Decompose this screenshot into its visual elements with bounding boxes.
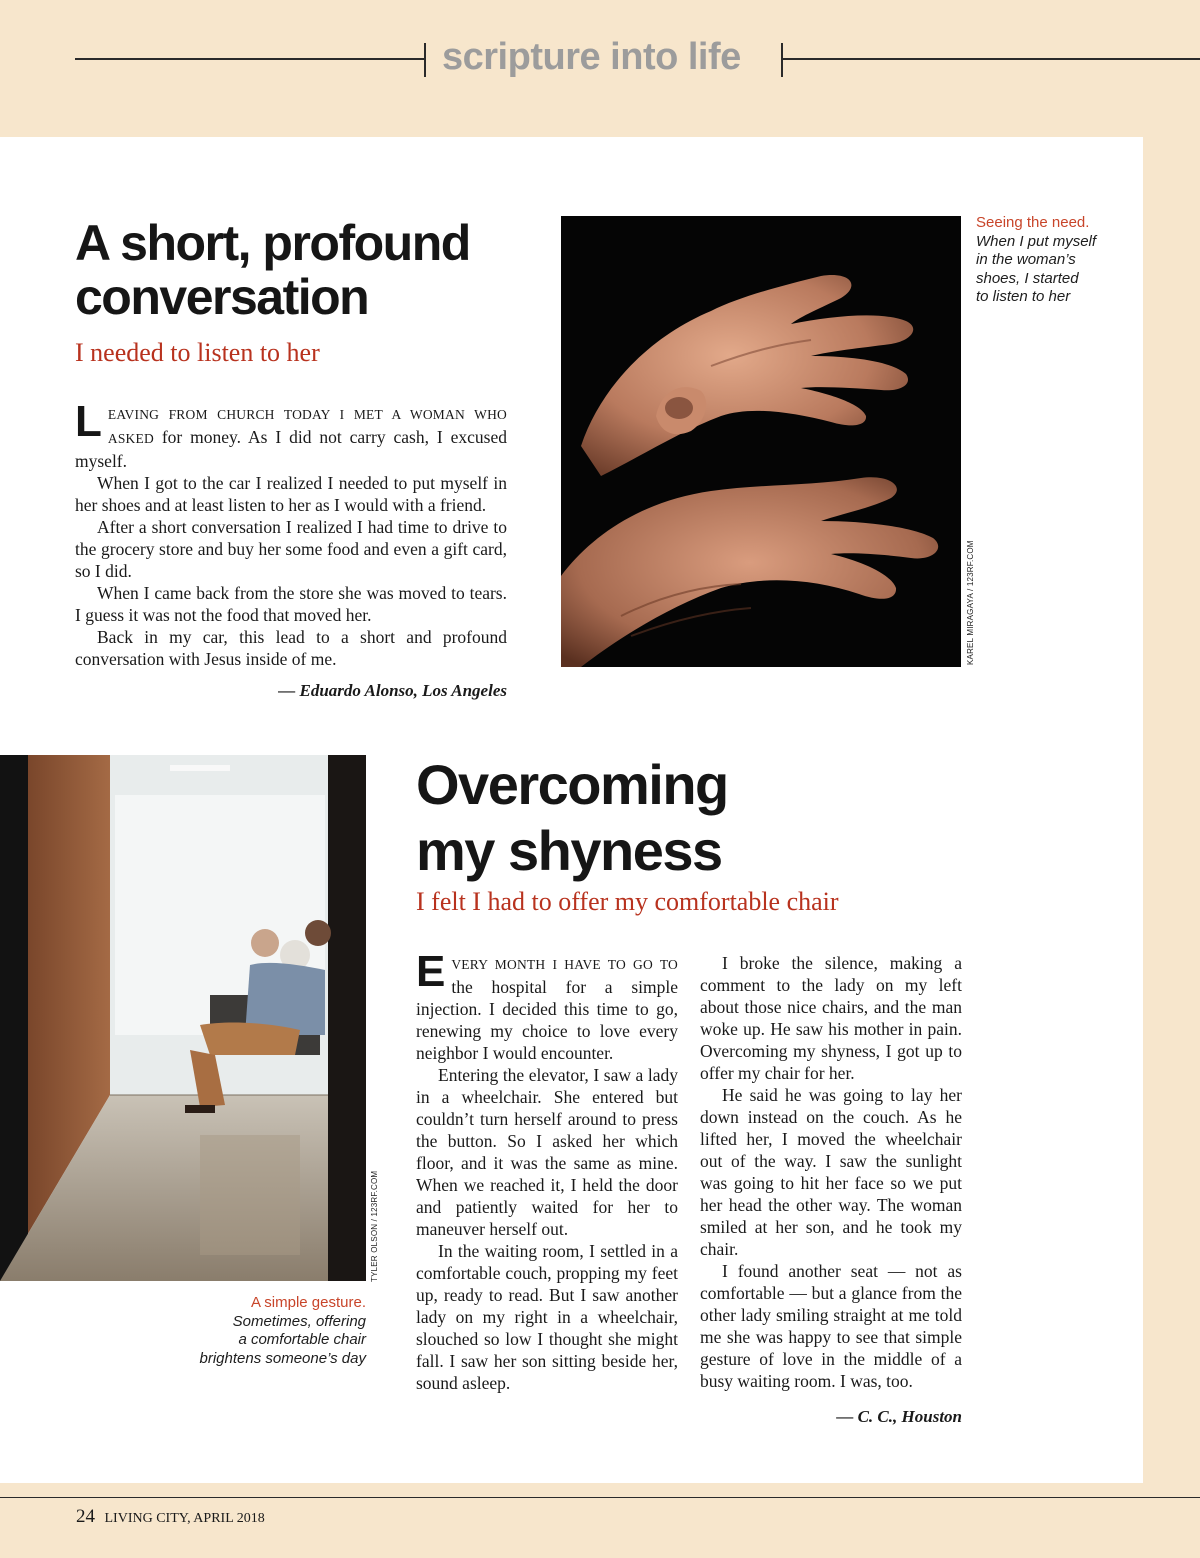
article1-photo-credit: KAREL MIRAGAYA / 123RF.COM xyxy=(966,540,975,665)
article1-caption-line: When I put myself xyxy=(976,232,1097,250)
article2-paragraph: He said he was going to lay her down instead on the couch. As he lifted her, I moved the wheelchair out of the way. I saw the sunlight was going to hit her face so we put her head the other way. The woman smiled at her son, and he took my chair. xyxy=(700,1085,962,1259)
article1-headline-line2: conversation xyxy=(75,269,369,325)
article1-paragraph: When I got to the car I realized I needed to put myself in her shoes and at least listen to her as I would with a friend. xyxy=(75,473,507,515)
header-rule-left xyxy=(75,58,425,60)
article2-headline-line1: Overcoming xyxy=(416,753,728,816)
article2-dropcap: E xyxy=(416,947,446,996)
publication-info: LIVING CITY, APRIL 2018 xyxy=(104,1511,265,1526)
article2-paragraph: I found another seat — not as comfortable — but a glance from the other lady smiling straight at me told me she was happy to see that simple gesture of love in the middle of a busy waiting room. I was, too. xyxy=(700,1261,962,1391)
article2-lead-paragraph xyxy=(416,947,678,1064)
article2-paragraph: I broke the silence, making a comment to the lady on my left about those nice chairs, and the man woke up. He saw his mother in pain. Overcoming my shyness, I got up to offer my chair for her. xyxy=(700,953,962,1083)
section-title: scripture into life xyxy=(442,36,741,78)
article1-paragraph: When I came back from the store she was moved to tears. I guess it was not the food that moved her. xyxy=(75,583,507,625)
header-tick-right xyxy=(781,43,783,77)
article2-paragraph: In the waiting room, I settled in a comfortable couch, propping my feet up, ready to read. But I saw another lady on my right in a wheelchair, slouched so low I thought she might fall. I saw her son sitting beside her, sound asleep. xyxy=(416,1241,678,1393)
article2-signature: — C. C., Houston xyxy=(836,1407,962,1426)
article2-headline-line2: my shyness xyxy=(416,819,722,882)
header-rule-right xyxy=(782,58,1200,60)
article1-body xyxy=(75,397,507,702)
article2-caption-line: Sometimes, offering xyxy=(232,1312,366,1330)
article2-caption-line: a comfortable chair xyxy=(238,1331,366,1348)
article1-signature: — Eduardo Alonso, Los Angeles xyxy=(278,681,507,700)
article1-headline-line1: A short, profound xyxy=(75,215,470,271)
article2-lead-smallcaps: VERY MONTH I HAVE TO GO TO xyxy=(451,957,678,972)
article2-column-1 xyxy=(416,947,678,1394)
article2-caption-head: A simple gesture. xyxy=(250,1294,366,1311)
article2-caption-line: brightens someone’s day xyxy=(199,1349,366,1367)
article1-paragraph: After a short conversation I realized I had time to drive to the grocery store and buy her some food and even a gift card, so I did. xyxy=(75,517,507,581)
article2-lead-rest: the hospital for a simple injection. I decided this time to go, renewing my choice to love every neighbor I would encounter. xyxy=(416,977,678,1063)
article2-paragraph: Entering the elevator, I saw a lady in a wheelchair. She entered but couldn’t turn herself around to press the button. So I asked her which floor, and it was the same as mine. When we reached it, I held the door and patiently waited for her to maneuver herself out. xyxy=(416,1065,678,1239)
article1-lead-rest: for money. As I did not carry cash, I excused myself. xyxy=(75,427,507,471)
article2-headline xyxy=(416,752,728,884)
footer-rule xyxy=(0,1497,1200,1498)
article2-subhead: I felt I had to offer my comfortable chair xyxy=(416,887,839,916)
article1-headline xyxy=(75,216,470,324)
article1-dropcap: L xyxy=(75,397,102,446)
header-tick-left xyxy=(424,43,426,77)
article2-caption xyxy=(150,1294,366,1368)
waiting-room-photo xyxy=(0,755,366,1281)
article1-caption-head: Seeing the need. xyxy=(976,214,1090,231)
article1-caption-line: shoes, I started xyxy=(976,269,1079,287)
hands-photo xyxy=(561,216,961,667)
page-footer xyxy=(76,1506,265,1528)
article1-subhead: I needed to listen to her xyxy=(75,338,320,367)
article1-lead-paragraph xyxy=(75,397,507,472)
article1-caption xyxy=(976,214,1116,307)
article1-paragraph: Back in my car, this lead to a short and profound conversation with Jesus inside of me. xyxy=(75,627,507,669)
article1-lead-smallcaps: EAVING FROM CHURCH TODAY I MET A WOMAN WHO ASKED xyxy=(107,407,507,446)
article2-photo-credit: TYLER OLSON / 123RF.COM xyxy=(370,1170,379,1282)
article1-caption-line: in the woman’s xyxy=(976,251,1076,268)
article2-column-2 xyxy=(700,952,962,1428)
page-number: 24 xyxy=(76,1506,95,1527)
article1-caption-line: to listen to her xyxy=(976,288,1071,305)
